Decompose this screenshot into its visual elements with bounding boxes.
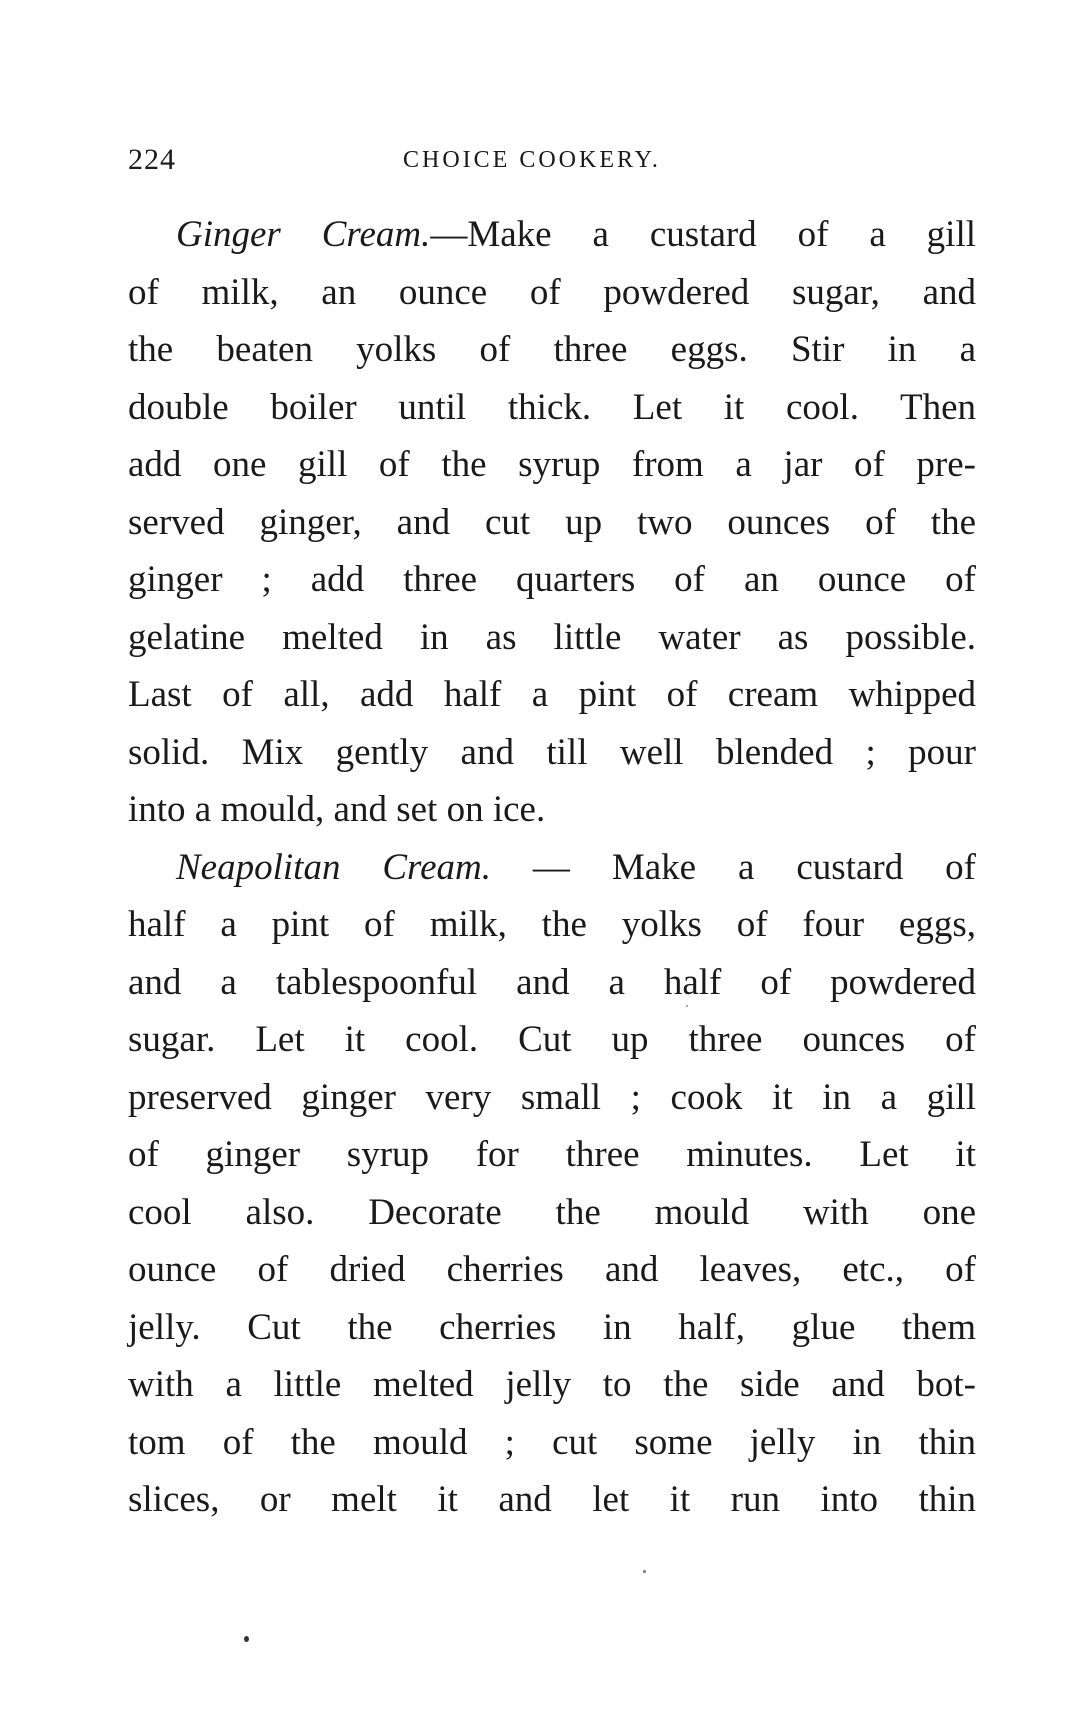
- text-line: sugar. Let it cool. Cut up three ounces of: [128, 1019, 976, 1060]
- text-line: into a mould, and set on ice.: [128, 789, 546, 830]
- recipe-title: Ginger Cream.: [176, 214, 431, 255]
- text-line: slices, or melt it and let it run into thin: [128, 1479, 976, 1520]
- text-line: half a pint of milk, the yolks of four eggs,: [128, 904, 976, 945]
- text-line: and a tablespoonful and a half of powdered: [128, 961, 976, 1003]
- body-text: [128, 206, 976, 1529]
- text-line: double boiler until thick. Let it cool. Then: [128, 386, 976, 428]
- page-number: 224: [128, 143, 176, 176]
- running-head: [128, 143, 978, 177]
- text-line: the beaten yolks of three eggs. Stir in a: [128, 329, 976, 370]
- ink-speck: [686, 1005, 688, 1007]
- text-line: jelly. Cut the cherries in half, glue them: [128, 1306, 976, 1348]
- ink-speck: [643, 1570, 646, 1573]
- text-line: of ginger syrup for three minutes. Let it: [128, 1134, 976, 1175]
- text-line: tom of the mould ; cut some jelly in thin: [128, 1421, 976, 1463]
- text-line: cool also. Decorate the mould with one: [128, 1191, 976, 1233]
- text-line: [128, 206, 976, 264]
- recipe-neapolitan-cream: [128, 839, 976, 1529]
- recipe-ginger-cream: [128, 206, 976, 839]
- text-line: Last of all, add half a pint of cream whipped: [128, 674, 976, 715]
- text-line: ounce of dried cherries and leaves, etc., of: [128, 1249, 976, 1290]
- text-line: gelatine melted in as little water as possible.: [128, 616, 976, 658]
- text-line: [128, 839, 976, 897]
- line-text: — Make a custard of: [490, 846, 976, 888]
- recipe-title: Neapolitan Cream.: [176, 846, 491, 888]
- text-line: ginger ; add three quarters of an ounce of: [128, 559, 976, 600]
- text-line: solid. Mix gently and till well blended ; pour: [128, 731, 976, 773]
- running-title: CHOICE COOKERY.: [403, 147, 661, 173]
- text-line: served ginger, and cut up two ounces of the: [128, 501, 976, 543]
- text-line: with a little melted jelly to the side and bot-: [128, 1364, 976, 1405]
- text-line: add one gill of the syrup from a jar of pre-: [128, 444, 976, 485]
- text-line: preserved ginger very small ; cook it in a gill: [128, 1076, 976, 1118]
- line-text: —Make a custard of a gill: [430, 214, 977, 255]
- text-line: of milk, an ounce of powdered sugar, and: [128, 271, 976, 313]
- ink-speck: [244, 1636, 249, 1642]
